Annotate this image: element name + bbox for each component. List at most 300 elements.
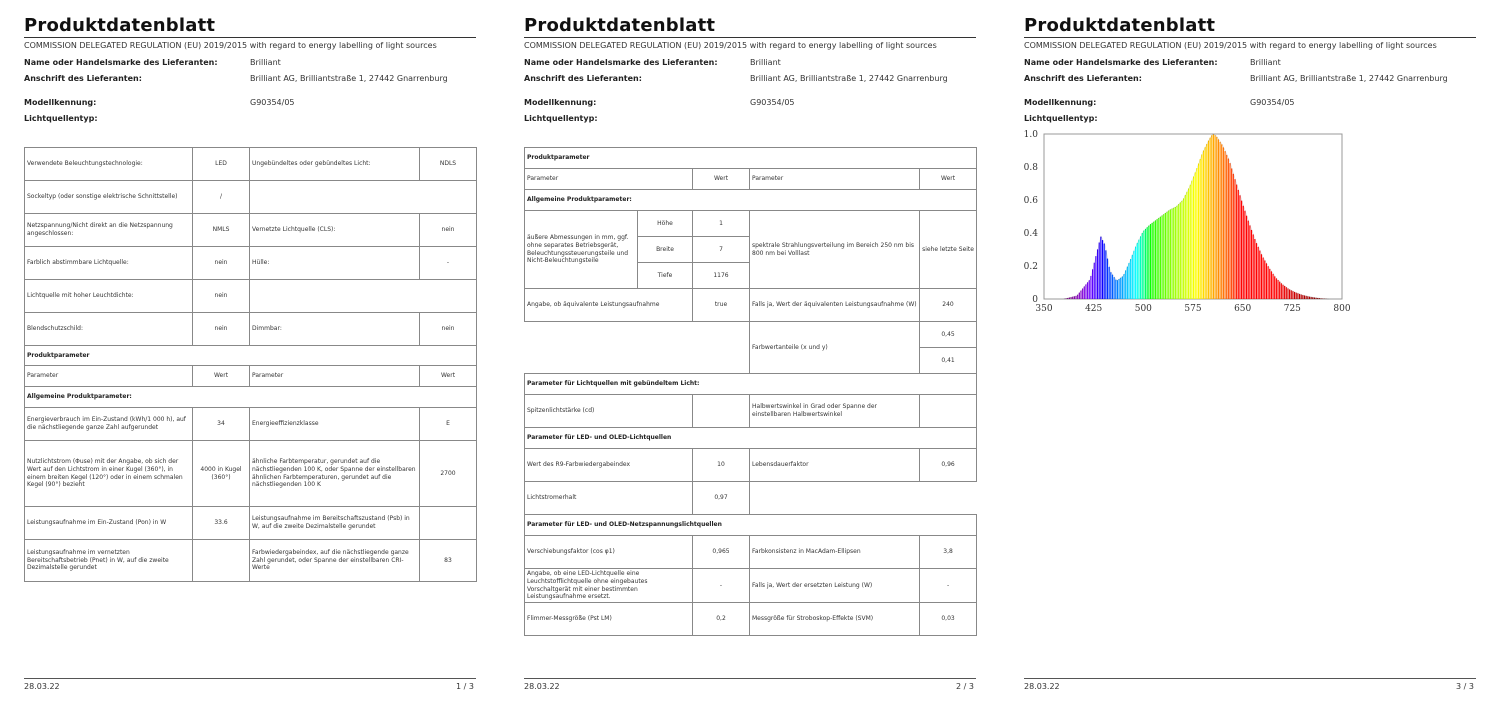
spectrum-bar [1231, 168, 1232, 299]
section-heading: Parameter für LED- und OLED-Netzspannungslichtquellen [525, 515, 977, 536]
spectrum-bar [1104, 244, 1105, 299]
table-row [525, 322, 977, 348]
y-tick-label: 0.6 [1024, 196, 1038, 206]
table-cell: true [693, 289, 750, 322]
table-cell: 0,2 [693, 603, 750, 636]
table-cell: Dimmbar: [250, 313, 420, 346]
spectrum-bar [1125, 270, 1126, 299]
table-cell: 1 [693, 211, 750, 237]
light-source-type-label: Lichtquellentyp: [1024, 114, 1098, 123]
table-cell: Energieverbrauch im Ein-Zustand (kWh/1 000 h), auf die nächstliegende ganze Zahl aufgerundet [25, 408, 193, 441]
product-parameter-table [524, 147, 977, 636]
spectrum-bar [1132, 255, 1133, 299]
spectrum-bar [1233, 174, 1234, 299]
table-cell [193, 540, 250, 582]
spectrum-bar [1165, 213, 1166, 299]
table-cell: siehe letzte Seite [920, 211, 977, 289]
table-cell: nein [193, 247, 250, 280]
footer-divider [24, 678, 476, 679]
table-cell: Flimmer-Messgröße (Pst LM) [525, 603, 693, 636]
spectrum-bar [1268, 266, 1269, 299]
spectrum-bar [1238, 190, 1239, 299]
supplier-name-label: Name oder Handelsmarke des Lieferanten: [524, 58, 718, 67]
table-cell: Farbkonsistenz in MacAdam-Ellipsen [750, 536, 920, 569]
spectrum-bar [1266, 263, 1267, 299]
supplier-name-value: Brilliant [1250, 58, 1281, 67]
table-cell: 1176 [693, 263, 750, 289]
table-cell: Farbwiedergabeindex, auf die nächstliegende ganze Zahl gerundet, oder Spanne der einstellbaren CRI-Werte [250, 540, 420, 582]
table-cell: Ungebündeltes oder gebündeltes Licht: [250, 148, 420, 181]
table-cell: 3,8 [920, 536, 977, 569]
spectrum-bar [1246, 216, 1247, 299]
spectrum-bar [1296, 293, 1297, 299]
title-divider [1024, 37, 1476, 38]
table-cell: nein [193, 313, 250, 346]
spectrum-bar [1284, 286, 1285, 299]
spectrum-bar [1236, 185, 1237, 299]
table-cell: 2700 [420, 441, 477, 507]
spectrum-bar [1087, 282, 1088, 299]
regulation-subtitle: COMMISSION DELEGATED REGULATION (EU) 2019/2015 with regard to energy labelling of light sources [524, 41, 937, 50]
spectrum-bar [1188, 188, 1189, 299]
footer-date: 28.03.22 [1024, 682, 1060, 691]
spectrum-bar [1082, 288, 1083, 299]
spectrum-bar [1143, 231, 1144, 299]
table-row [525, 569, 977, 603]
spectrum-bar [1191, 181, 1192, 299]
supplier-address-value: Brilliant AG, Brilliantstraße 1, 27442 Gnarrenburg [1250, 74, 1448, 83]
spectrum-bar [1259, 251, 1260, 299]
table-cell: Leistungsaufnahme im Ein-Zustand (Pon) in W [25, 507, 193, 540]
supplier-name-label: Name oder Handelsmarke des Lieferanten: [1024, 58, 1218, 67]
spectrum-bar [1234, 179, 1235, 299]
spectrum-bar [1092, 269, 1093, 299]
table-cell: Netzspannung/Nicht direkt an die Netzspannung angeschlossen: [25, 214, 193, 247]
supplier-name-label: Name oder Handelsmarke des Lieferanten: [24, 58, 218, 67]
spectrum-bar [1155, 220, 1156, 299]
page-number: 2 / 3 [956, 682, 974, 691]
table-cell: Höhe [638, 211, 693, 237]
table-cell: Angabe, ob eine LED-Lichtquelle eine Leuchtstofflichtquelle ohne eingebautes Vorschaltgerät mit einer bestimmten Leistungsaufnahme ersetzt. [525, 569, 693, 603]
spectrum-bar [1219, 142, 1220, 299]
table-cell: spektrale Strahlungsverteilung im Bereich 250 nm bis 800 nm bei Volllast [750, 211, 920, 289]
spectrum-bar [1173, 208, 1174, 299]
spectrum-bar [1304, 295, 1305, 299]
y-tick-label: 0.4 [1024, 229, 1038, 239]
spectrum-bar [1213, 134, 1214, 299]
spectrum-bar [1138, 240, 1139, 299]
model-value: G90354/05 [250, 98, 295, 107]
spectrum-bar [1085, 284, 1086, 299]
section-heading: Allgemeine Produktparameter: [25, 387, 477, 408]
table-cell: Vernetzte Lichtquelle (CLS): [250, 214, 420, 247]
table-cell: Verwendete Beleuchtungstechnologie: [25, 148, 193, 181]
spectrum-bar [1286, 287, 1287, 299]
x-tick-label: 650 [1234, 304, 1252, 314]
table-row [25, 408, 477, 441]
footer-date: 28.03.22 [24, 682, 60, 691]
table-cell: - [920, 569, 977, 603]
spectrum-bar [1142, 233, 1143, 299]
spectrum-bar [1100, 237, 1101, 299]
spectrum-bar [1282, 285, 1283, 299]
spectrum-bar [1168, 211, 1169, 299]
table-cell: LED [193, 148, 250, 181]
table-row [25, 181, 477, 214]
table-cell: Spitzenlichtstärke (cd) [525, 395, 693, 428]
spectrum-bar [1175, 207, 1176, 299]
spectrum-bar [1205, 147, 1206, 299]
section-row [25, 387, 477, 408]
section-row [525, 515, 977, 536]
table-cell: 0,03 [920, 603, 977, 636]
table-cell: 7 [693, 237, 750, 263]
section-heading: Parameter für LED- und OLED-Lichtquellen [525, 428, 977, 449]
spectrum-bar [1224, 151, 1225, 299]
spectrum-bar [1299, 294, 1300, 299]
spectrum-bar [1291, 290, 1292, 299]
empty-cell [750, 482, 977, 515]
spectrum-bar [1137, 243, 1138, 299]
spectrum-svg [1024, 128, 1364, 318]
footer-divider [1024, 678, 1476, 679]
model-value: G90354/05 [750, 98, 795, 107]
table-cell: Lebensdauerfaktor [750, 449, 920, 482]
table-row [525, 395, 977, 428]
table-cell: Energieeffizienzklasse [250, 408, 420, 441]
column-header: Wert [193, 366, 250, 387]
spectrum-bar [1117, 280, 1118, 299]
spectrum-bar [1190, 185, 1191, 299]
table-cell: 0,965 [693, 536, 750, 569]
y-tick-label: 0 [1032, 295, 1038, 305]
table-row [525, 603, 977, 636]
spectrum-bar [1200, 159, 1201, 299]
section-heading: Produktparameter [25, 346, 477, 366]
table-cell: NMLS [193, 214, 250, 247]
page-number: 3 / 3 [1456, 682, 1474, 691]
spectrum-bar [1269, 269, 1270, 299]
table-cell: 83 [420, 540, 477, 582]
spectrum-bar [1135, 247, 1136, 299]
table-cell: 0,45 [920, 322, 977, 348]
model-label: Modellkennung: [24, 98, 97, 107]
table-cell: Messgröße für Stroboskop-Effekte (SVM) [750, 603, 920, 636]
footer-date: 28.03.22 [524, 682, 560, 691]
spectrum-bar [1306, 296, 1307, 299]
page-title: Produktdatenblatt [24, 15, 216, 36]
x-tick-label: 350 [1035, 304, 1053, 314]
spectrum-bar [1256, 243, 1257, 299]
footer-divider [524, 678, 976, 679]
table-cell: Tiefe [638, 263, 693, 289]
regulation-subtitle: COMMISSION DELEGATED REGULATION (EU) 2019/2015 with regard to energy labelling of light sources [24, 41, 437, 50]
spectrum-bar [1127, 267, 1128, 299]
spectrum-bar [1309, 297, 1310, 299]
table-cell: 0,97 [693, 482, 750, 515]
header-row [525, 169, 977, 190]
spectrum-bar [1229, 163, 1230, 299]
spectrum-bar [1095, 256, 1096, 299]
spectrum-bar [1264, 260, 1265, 299]
table-cell [693, 395, 750, 428]
spectrum-bar [1133, 251, 1134, 299]
table-row [25, 280, 477, 313]
table-cell: Nutzlichtstrom (Φuse) mit der Angabe, ob sich der Wert auf den Lichtstrom in einer Kugel (360°), in einem breiten Kegel (120°) oder in einem schmalen Kegel (90°) bezieht [25, 441, 193, 507]
table-cell: nein [193, 280, 250, 313]
supplier-address-label: Anschrift des Lieferanten: [1024, 74, 1142, 83]
spectrum-bar [1140, 236, 1141, 299]
spectrum-bar [1128, 263, 1129, 299]
section-row [525, 428, 977, 449]
table-cell: Hülle: [250, 247, 420, 280]
table-cell: Falls ja, Wert der ersetzten Leistung (W) [750, 569, 920, 603]
spectrum-bar [1292, 291, 1293, 299]
table-cell: Lichtquelle mit hoher Leuchtdichte: [25, 280, 193, 313]
x-tick-label: 500 [1134, 304, 1152, 314]
title-divider [24, 37, 476, 38]
spectrum-bar [1198, 163, 1199, 299]
spectrum-bar [1102, 240, 1103, 299]
spectrum-bar [1253, 234, 1254, 299]
spectrum-bar [1254, 239, 1255, 299]
spectrum-bar [1307, 296, 1308, 299]
spectrum-bar [1276, 278, 1277, 299]
supplier-name-value: Brilliant [750, 58, 781, 67]
spectrum-bar [1201, 154, 1202, 299]
spectrum-bar [1287, 288, 1288, 299]
table-row [525, 482, 977, 515]
spectrum-bar [1158, 218, 1159, 299]
spectrum-bar [1243, 206, 1244, 299]
table-cell: Verschiebungsfaktor (cos φ1) [525, 536, 693, 569]
spectrum-bar [1241, 201, 1242, 299]
table-cell: Halbwertswinkel in Grad oder Spanne der einstellbaren Halbwertswinkel [750, 395, 920, 428]
column-header: Wert [693, 169, 750, 190]
spectrum-bar [1271, 271, 1272, 299]
spectrum-bar [1215, 135, 1216, 299]
table-cell: Leistungsaufnahme im Bereitschaftszustand (Psb) in W, auf die zweite Dezimalstelle gerundet [250, 507, 420, 540]
spectrum-bar [1196, 168, 1197, 299]
spectrum-bar [1274, 276, 1275, 299]
section-row [525, 148, 977, 169]
spectrum-bar [1302, 295, 1303, 299]
table-cell: - [420, 247, 477, 280]
supplier-address-value: Brilliant AG, Brilliantstraße 1, 27442 Gnarrenburg [750, 74, 948, 83]
table-cell: äußere Abmessungen in mm, ggf. ohne separates Betriebsgerät, Beleuchtungssteuerungsteile und Nicht-Beleuchtungsteile [525, 211, 638, 289]
x-tick-label: 725 [1283, 304, 1301, 314]
spectrum-bar [1221, 144, 1222, 299]
table-cell: - [693, 569, 750, 603]
table-cell: 33.6 [193, 507, 250, 540]
spectrum-bar [1178, 204, 1179, 299]
spectrum-bar [1185, 195, 1186, 299]
spectrum-bar [1112, 275, 1113, 299]
spectrum-bar [1180, 202, 1181, 299]
light-source-type-label: Lichtquellentyp: [524, 114, 598, 123]
light-source-type-label: Lichtquellentyp: [24, 114, 98, 123]
table-cell: Farbwertanteile (x und y) [750, 322, 920, 374]
spectrum-bar [1208, 141, 1209, 299]
spectrum-bar [1123, 274, 1124, 299]
column-header: Wert [420, 366, 477, 387]
spectrum-bar [1160, 217, 1161, 299]
table-row [25, 148, 477, 181]
spectrum-bar [1183, 198, 1184, 299]
supplier-address-label: Anschrift des Lieferanten: [524, 74, 642, 83]
spectrum-bar [1145, 229, 1146, 299]
spectrum-bar [1261, 254, 1262, 299]
spectrum-bar [1251, 230, 1252, 299]
table-cell: NDLS [420, 148, 477, 181]
spectrum-bar [1147, 227, 1148, 299]
spectrum-bar [1248, 221, 1249, 299]
title-divider [524, 37, 976, 38]
spectrum-bar [1218, 139, 1219, 299]
spectrum-bar [1099, 242, 1100, 299]
spectrum-bar [1186, 192, 1187, 299]
page-title: Produktdatenblatt [524, 15, 716, 36]
spectrum-bar [1114, 277, 1115, 299]
spectrum-bar [1109, 267, 1110, 299]
spectrum-bar [1206, 144, 1207, 299]
table-row [525, 449, 977, 482]
supplier-name-value: Brilliant [250, 58, 281, 67]
page-title: Produktdatenblatt [1024, 15, 1216, 36]
y-tick-label: 0.8 [1024, 163, 1038, 173]
table-cell: ähnliche Farbtemperatur, gerundet auf die nächstliegenden 100 K, oder Spanne der einstellbaren ähnlichen Farbtemperaturen, gerundet auf die nächstliegenden 100 K [250, 441, 420, 507]
table-row [25, 507, 477, 540]
spectrum-bar [1244, 211, 1245, 299]
spectrum-bar [1150, 224, 1151, 299]
spectrum-bar [1228, 159, 1229, 299]
table-cell: Blendschutzschild: [25, 313, 193, 346]
table-row [25, 247, 477, 280]
table-cell: nein [420, 313, 477, 346]
section-row [525, 374, 977, 395]
table-cell: Farblich abstimmbare Lichtquelle: [25, 247, 193, 280]
table-cell: 4000 in Kugel (360°) [193, 441, 250, 507]
x-tick-label: 425 [1085, 304, 1103, 314]
spectrum-bar [1239, 195, 1240, 299]
spectrum-bar [1163, 214, 1164, 299]
table-row [525, 211, 977, 237]
spectrum-bar [1289, 290, 1290, 299]
table-row [525, 536, 977, 569]
table-cell: Falls ja, Wert der äquivalenten Leistungsaufnahme (W) [750, 289, 920, 322]
spectrum-bar [1281, 283, 1282, 299]
spectrum-bar [1094, 263, 1095, 299]
spectrum-bar [1148, 226, 1149, 299]
spectrum-bar [1226, 155, 1227, 299]
table-cell: Angabe, ob äquivalente Leistungsaufnahme [525, 289, 693, 322]
spectrum-bar [1097, 249, 1098, 299]
spectrum-bar [1107, 259, 1108, 299]
section-row [25, 346, 477, 366]
header-row [25, 366, 477, 387]
table-cell: Breite [638, 237, 693, 263]
spectrum-bar [1115, 280, 1116, 299]
column-header: Parameter [525, 169, 693, 190]
table-cell: Lichtstromerhalt [525, 482, 693, 515]
table-row [525, 289, 977, 322]
y-tick-label: 1.0 [1024, 130, 1038, 140]
table-cell: Leistungsaufnahme im vernetzten Bereitschaftsbetrieb (Pnet) in W, auf die zweite Dezimalstelle gerundet [25, 540, 193, 582]
table-row [25, 214, 477, 247]
table-cell [250, 280, 477, 313]
datasheet-page-3 [1024, 0, 1478, 708]
spectrum-bar [1249, 225, 1250, 299]
spectrum-bar [1279, 282, 1280, 299]
spectrum-bar [1203, 151, 1204, 300]
table-cell [920, 395, 977, 428]
datasheet-page-2 [524, 0, 978, 708]
spectrum-bar [1167, 212, 1168, 299]
table-cell: 10 [693, 449, 750, 482]
spectrum-bar [1211, 135, 1212, 299]
spectrum-bar [1157, 219, 1158, 299]
column-header: Parameter [250, 366, 420, 387]
spectral-distribution-chart [1024, 128, 1364, 322]
model-value: G90354/05 [1250, 98, 1295, 107]
column-header: Parameter [750, 169, 920, 190]
spectrum-bar [1171, 209, 1172, 299]
column-header: Wert [920, 169, 977, 190]
spectrum-bar [1301, 295, 1302, 299]
table-row [25, 313, 477, 346]
section-heading: Allgemeine Produktparameter: [525, 190, 977, 211]
spectrum-bar [1120, 278, 1121, 299]
spectrum-bar [1193, 176, 1194, 299]
section-heading: Parameter für Lichtquellen mit gebündeltem Licht: [525, 374, 977, 395]
table-row [25, 441, 477, 507]
x-tick-label: 800 [1333, 304, 1351, 314]
spectrum-bar [1084, 286, 1085, 299]
column-header: Parameter [25, 366, 193, 387]
table-cell: Wert des R9-Farbwiedergabeindex [525, 449, 693, 482]
spectrum-bar [1277, 280, 1278, 299]
table-cell: 240 [920, 289, 977, 322]
spectrum-bar [1263, 258, 1264, 299]
table-cell [420, 507, 477, 540]
model-label: Modellkennung: [1024, 98, 1097, 107]
empty-cell [525, 322, 750, 374]
table-cell: nein [420, 214, 477, 247]
model-label: Modellkennung: [524, 98, 597, 107]
table-cell: 0,41 [920, 348, 977, 374]
spectrum-bar [1210, 138, 1211, 299]
spectrum-bar [1152, 223, 1153, 299]
table-cell: 34 [193, 408, 250, 441]
spectrum-bar [1297, 293, 1298, 299]
x-tick-label: 575 [1184, 304, 1202, 314]
datasheet-page-1 [24, 0, 478, 708]
table-cell: / [193, 181, 250, 214]
y-tick-label: 0.2 [1024, 262, 1038, 272]
product-parameter-table [24, 147, 477, 582]
spectrum-bar [1272, 274, 1273, 299]
supplier-address-value: Brilliant AG, Brilliantstraße 1, 27442 Gnarrenburg [250, 74, 448, 83]
spectrum-bar [1119, 279, 1120, 299]
regulation-subtitle: COMMISSION DELEGATED REGULATION (EU) 2019/2015 with regard to energy labelling of light sources [1024, 41, 1437, 50]
table-cell: Sockeltyp (oder sonstige elektrische Schnittstelle) [25, 181, 193, 214]
table-cell: 0,96 [920, 449, 977, 482]
spectrum-bar [1162, 215, 1163, 299]
section-heading: Produktparameter [525, 148, 977, 169]
section-row [525, 190, 977, 211]
spectrum-bar [1170, 209, 1171, 299]
spectrum-bar [1216, 137, 1217, 299]
